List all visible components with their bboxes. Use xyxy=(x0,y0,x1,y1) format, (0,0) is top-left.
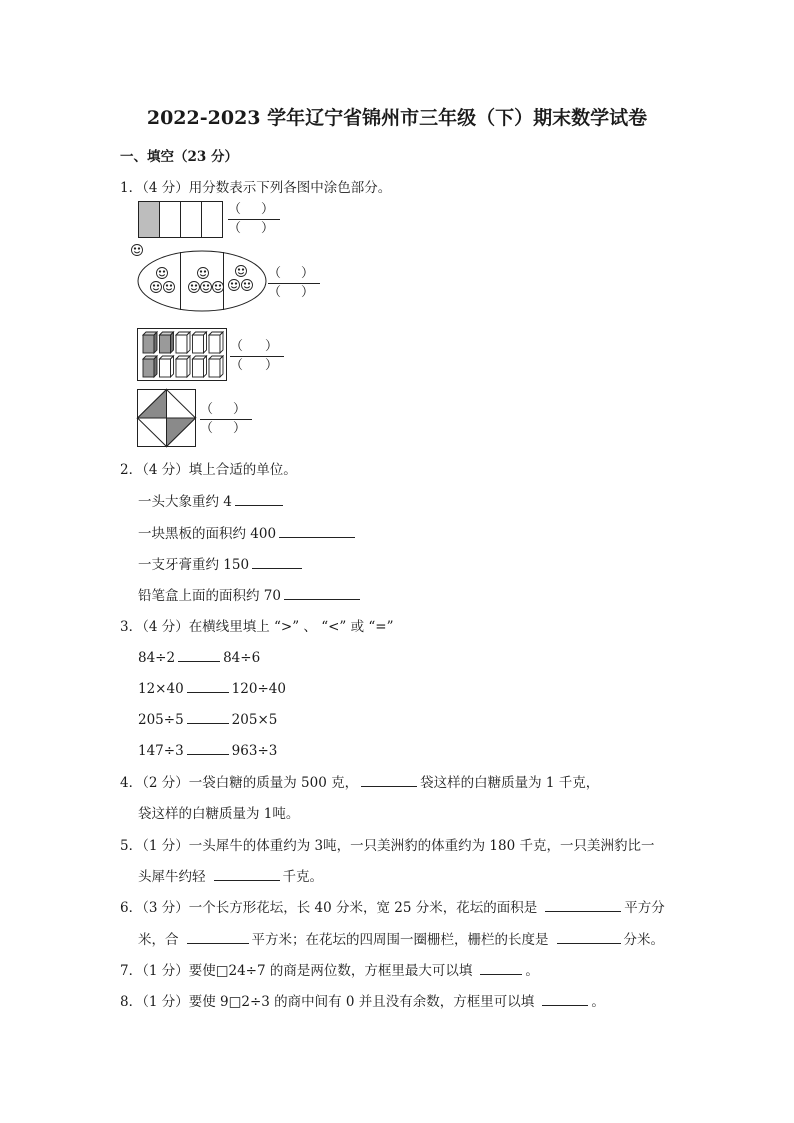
q3-item-1: 84÷2 84÷6 xyxy=(138,647,260,666)
box-front xyxy=(176,359,187,377)
figure-box-grid xyxy=(137,328,229,382)
question-7: 7．（1 分）要使□24÷7 的商是两位数，方框里最大可以填 。 xyxy=(120,959,539,979)
question-6-line-1: 6．（3 分）一个长方形花坛，长 40 分米，宽 25 分米，花坛的面积是 平方分 xyxy=(120,896,665,916)
figure-rectangle-quarters xyxy=(138,201,226,241)
box-side xyxy=(204,356,207,377)
question-4-line-2: 袋这样的白糖质量为 1吨。 xyxy=(138,806,300,822)
fraction-answer-1[interactable]: （ ） （ ） xyxy=(228,201,280,238)
fraction-answer-4[interactable]: （ ） （ ） xyxy=(200,401,252,438)
q2-item-2: 一块黑板的面积约 400 xyxy=(138,522,358,542)
box-front xyxy=(160,335,171,353)
q2-blank-4[interactable] xyxy=(284,585,360,600)
box-side xyxy=(171,332,174,353)
question-5-line-1: 5．（1 分）一头犀牛的体重约为 3吨，一只美洲豹的体重约为 180 千克，一只美洲豹比一 xyxy=(120,838,655,854)
q2-blank-2[interactable] xyxy=(279,523,355,538)
q3-item-4: 147÷3 963÷3 xyxy=(138,740,277,759)
box-side xyxy=(154,356,157,377)
question-8: 8．（1 分）要使 9□2÷3 的商中间有 0 并且没有余数，方框里可以填 。 xyxy=(120,990,605,1010)
section-heading-fill-in: 一、填空（23 分） xyxy=(120,149,238,165)
q7-blank[interactable] xyxy=(480,960,522,975)
question-2-stem: 2．（4 分）填上合适的单位。 xyxy=(120,462,297,478)
box-front xyxy=(193,359,204,377)
box-front xyxy=(143,335,154,353)
question-6-line-2: 米，合 平方米；在花坛的四周围一圈栅栏，栅栏的长度是 分米。 xyxy=(138,928,664,948)
q8-blank[interactable] xyxy=(542,991,588,1006)
q4-blank-1[interactable] xyxy=(361,772,417,787)
q6-blank-1[interactable] xyxy=(545,897,621,912)
box-side xyxy=(220,332,223,353)
page-title: 2022-2023 学年辽宁省锦州市三年级（下）期末数学试卷 xyxy=(146,107,648,129)
box-front xyxy=(193,335,204,353)
q2-blank-1[interactable] xyxy=(235,491,283,506)
q3-item-3: 205÷5 205×5 xyxy=(138,709,277,728)
q2-item-3: 一支牙膏重约 150 xyxy=(138,553,305,573)
question-1-stem: 1．（4 分）用分数表示下列各图中涂色部分。 xyxy=(120,180,392,196)
box-front xyxy=(160,359,171,377)
fraction-answer-2[interactable]: （ ） （ ） xyxy=(268,265,320,302)
q3-blank-1[interactable] xyxy=(178,647,220,662)
box-front xyxy=(143,359,154,377)
q3-blank-3[interactable] xyxy=(187,709,229,724)
box-front xyxy=(209,335,220,353)
q3-blank-2[interactable] xyxy=(187,678,229,693)
q3-item-2: 12×40 120÷40 xyxy=(138,678,286,697)
q2-item-1: 一头大象重约 4 xyxy=(138,490,286,510)
question-4-line-1: 4．（2 分）一袋白糖的质量为 500 克， 袋这样的白糖质量为 1 千克， xyxy=(120,771,599,791)
q5-blank[interactable] xyxy=(214,866,280,881)
box-side xyxy=(220,356,223,377)
box-side xyxy=(171,356,174,377)
figure-square-diamond xyxy=(137,389,199,449)
box-side xyxy=(204,332,207,353)
q3-blank-4[interactable] xyxy=(187,740,229,755)
figure-ellipse-smileys xyxy=(137,250,269,314)
fraction-answer-3[interactable]: （ ） （ ） xyxy=(230,338,284,375)
q6-blank-2[interactable] xyxy=(187,929,249,944)
box-front xyxy=(209,359,220,377)
question-3-stem: 3．（4 分）在横线里填上 “>” 、 “<” 或 “=” xyxy=(120,619,394,635)
box-side xyxy=(187,332,190,353)
question-5-line-2: 头犀牛约轻 千克。 xyxy=(138,865,323,885)
q6-blank-3[interactable] xyxy=(557,929,621,944)
box-side xyxy=(187,356,190,377)
box-side xyxy=(154,332,157,353)
q2-item-4: 铅笔盒上面的面积约 70 xyxy=(138,584,363,604)
q2-blank-3[interactable] xyxy=(252,554,302,569)
box-front xyxy=(176,335,187,353)
